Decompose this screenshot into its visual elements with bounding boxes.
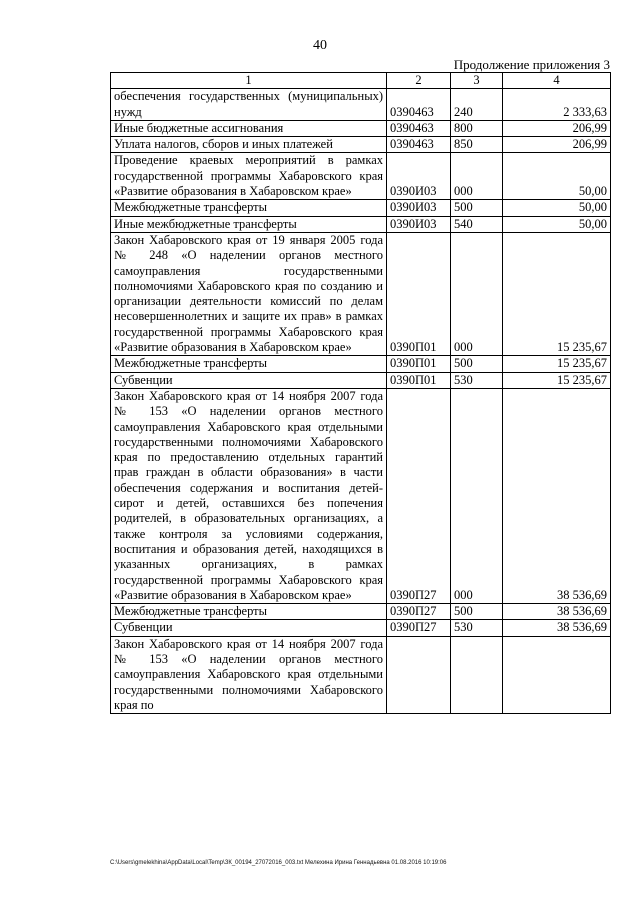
table-row: [111, 153, 611, 200]
page-number: 40: [313, 38, 327, 53]
header-cell-name: 1: [111, 73, 387, 89]
row-code: 0390П27: [387, 604, 451, 620]
row-name: Закон Хабаровского края от 19 января 2005 года № 248 «О наделении органов местного самоуправления государственными полномочиями Хабаровского края по созданию и организации деятельности комиссий по делам несовершеннолетних и защите их прав» в рамках государственной программы Хабаровского края «Развитие образования в Хабаровском крае»: [111, 232, 387, 355]
table-row: [111, 137, 611, 153]
table-row: [111, 620, 611, 636]
row-code: 0390П27: [387, 388, 451, 603]
row-name: обеспечения государственных (муниципальных) нужд: [111, 89, 387, 121]
row-code: 0390П01: [387, 372, 451, 388]
row-vr: 500: [451, 200, 503, 216]
row-vr: 240: [451, 89, 503, 121]
row-code: 0390П01: [387, 356, 451, 372]
row-amount: 15 235,67: [503, 232, 611, 355]
row-amount: 2 333,63: [503, 89, 611, 121]
row-code: 0390И03: [387, 216, 451, 232]
row-amount: 38 536,69: [503, 388, 611, 603]
row-code: 0390463: [387, 120, 451, 136]
table-row: [111, 232, 611, 355]
row-amount: 38 536,69: [503, 620, 611, 636]
header-cell-amount: 4: [503, 73, 611, 89]
row-code: 0390И03: [387, 153, 451, 200]
row-vr: 000: [451, 388, 503, 603]
row-name: Проведение краевых мероприятий в рамках государственной программы Хабаровского края «Развитие образования в Хабаровском крае»: [111, 153, 387, 200]
row-name: Закон Хабаровского края от 14 ноября 2007 года № 153 «О наделении органов местного самоуправления Хабаровского края отдельными государственными полномочиями Хабаровского края по: [111, 636, 387, 713]
row-code: 0390П27: [387, 620, 451, 636]
row-name: Уплата налогов, сборов и иных платежей: [111, 137, 387, 153]
row-amount: 206,99: [503, 120, 611, 136]
row-amount: 50,00: [503, 200, 611, 216]
row-name: Закон Хабаровского края от 14 ноября 2007 года № 153 «О наделении органов местного самоуправления Хабаровского края отдельными государственными полномочиями Хабаровского края по предоставлению отдельных гарантий прав граждан в области образования» в части обеспечения содержания и воспитания детей-сирот и детей, оставшихся без попечения родителей, в образовательных организациях, а также контроля за условиями содержания, воспитания и образования детей, находящихся в указанных организациях, в рамках государственной программы Хабаровского края «Развитие образования в Хабаровском крае»: [111, 388, 387, 603]
row-vr: 530: [451, 620, 503, 636]
row-vr: 000: [451, 153, 503, 200]
table-row: [111, 356, 611, 372]
row-vr: [451, 636, 503, 713]
row-vr: 500: [451, 604, 503, 620]
row-code: 0390И03: [387, 200, 451, 216]
row-amount: 15 235,67: [503, 356, 611, 372]
row-code: 0390П01: [387, 232, 451, 355]
row-vr: 540: [451, 216, 503, 232]
table-row: [111, 216, 611, 232]
continuation-label: Продолжение приложения 3: [453, 57, 610, 72]
row-code: 0390463: [387, 137, 451, 153]
row-amount: 15 235,67: [503, 372, 611, 388]
row-amount: 38 536,69: [503, 604, 611, 620]
row-name: Иные бюджетные ассигнования: [111, 120, 387, 136]
row-amount: 206,99: [503, 137, 611, 153]
row-vr: 530: [451, 372, 503, 388]
row-amount: 50,00: [503, 153, 611, 200]
table-row: [111, 372, 611, 388]
row-name: Межбюджетные трансферты: [111, 356, 387, 372]
header-row: [111, 73, 611, 89]
row-name: Межбюджетные трансферты: [111, 200, 387, 216]
table-row: [111, 388, 611, 603]
row-name: Субвенции: [111, 620, 387, 636]
row-name: Субвенции: [111, 372, 387, 388]
file-path-footer: C:\Users\gmelekhina\AppData\Local\Temp\ЗК_00194_27072016_003.txt Мелехина Ирина Геннадьевна 01.08.2016 10:19:06: [110, 860, 447, 866]
row-amount: 50,00: [503, 216, 611, 232]
row-vr: 800: [451, 120, 503, 136]
header-cell-code: 2: [387, 73, 451, 89]
table-row: [111, 120, 611, 136]
table-row: [111, 200, 611, 216]
row-code: 0390463: [387, 89, 451, 121]
budget-table: [110, 72, 611, 714]
row-vr: 000: [451, 232, 503, 355]
row-vr: 850: [451, 137, 503, 153]
table-row: [111, 604, 611, 620]
table-row: [111, 636, 611, 713]
row-code: [387, 636, 451, 713]
row-amount: [503, 636, 611, 713]
row-name: Межбюджетные трансферты: [111, 604, 387, 620]
header-cell-vr: 3: [451, 73, 503, 89]
row-vr: 500: [451, 356, 503, 372]
row-name: Иные межбюджетные трансферты: [111, 216, 387, 232]
table-row: [111, 89, 611, 121]
